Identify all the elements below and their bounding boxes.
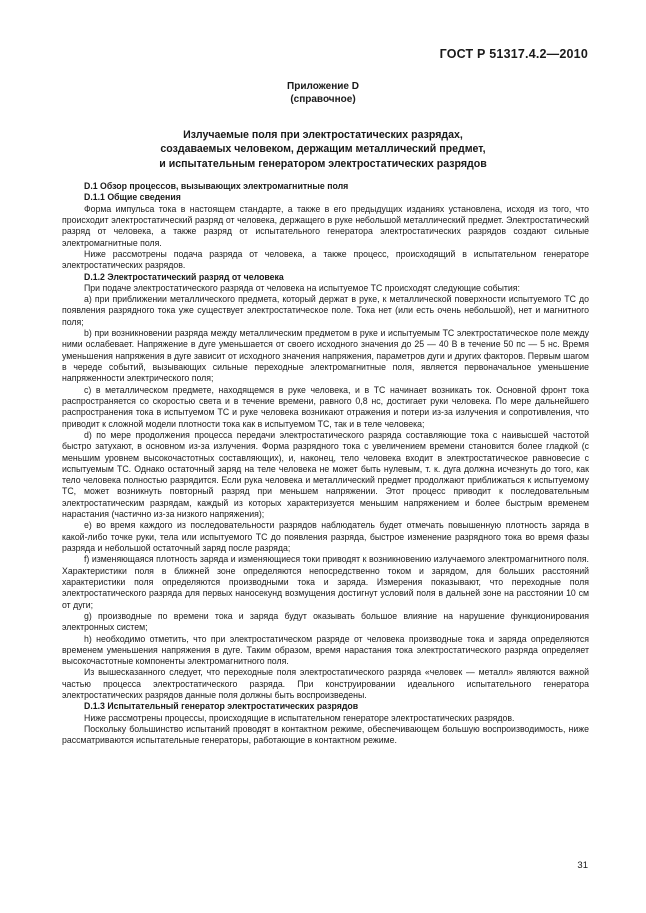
paragraph: e) во время каждого из последовательности разрядов наблюдатель будет отмечать повышенную плотность заряда в какой-либо точке руки, тела или испытуемого ТС до появления разряда, быстрое изменение разрядного тока во время фазы разряда и небольшой остаточный заряд после разряда; [62, 520, 589, 553]
paragraph: Форма импульса тока в настоящем стандарте, а также в его предыдущих изданиях установлена, исходя из того, что происходит электростатический разряд от человека, держащего в руке небольшой металлический предмет. Электростатический разряд от человека, а также разряд от испытательного генератора электростатических разрядов создают сильные электромагнитные поля. [62, 203, 589, 248]
body-text [62, 181, 589, 747]
paragraph: f) изменяющаяся плотность заряда и изменяющиеся токи приводят к возникновению излучаемого электромагнитного поля. Характеристики поля в ближней зоне определяются непосредственно током и зарядом, для больших расстояний характеристики поля определяются производными тока и заряда. Измерения показывают, что переходные поля электростатического разряда для первых наносекунд возмущения достигнут условий поля в дальней зоне на расстоянии 10 см от дуги; [62, 554, 589, 610]
paragraph: Из вышесказанного следует, что переходные поля электростатического разряда «человек — металл» являются важной частью процесса электростатического разряда. При конструировании идеального испытательного генератора электростатических разрядов данные поля должны быть воспроизведены. [62, 667, 589, 701]
subsection-heading: D.1 Обзор процессов, вызывающих электромагнитные поля [84, 181, 349, 191]
appendix-title: Приложение D [287, 81, 359, 92]
appendix-heading [0, 80, 646, 106]
paragraph: Поскольку большинство испытаний проводят в контактном режиме, обеспечивающем большую воспроизводимость, ниже рассматриваются испытательные генераторы, работающие в контактном режиме. [62, 724, 589, 746]
page-number: 31 [577, 860, 588, 871]
standard-number: ГОСТ Р 51317.4.2—2010 [439, 47, 588, 61]
paragraph: h) необходимо отметить, что при электростатическом разряде от человека производные тока и заряда определяются временем уменьшения напряжения в дуге. Таким образом, время нарастания тока электростатического разряда определяет высокочастотные компоненты электромагнитного поля. [62, 633, 589, 667]
paragraph: При подаче электростатического разряда от человека на испытуемое ТС происходят следующие события: [84, 282, 520, 293]
paragraph: g) производные по времени тока и заряда будут оказывать большое влияние на нарушение функционирования электронных систем; [62, 610, 589, 633]
subsection-heading: D.1.3 Испытательный генератор электростатических разрядов [84, 701, 359, 712]
paragraph: b) при возникновении разряда между металлическим предметом в руке и испытуемым ТС электростатическое поле между ними ослабевает. Напряжение в дуге уменьшается от своего исходного значения до 25 — 40 В в течение 50 пс — 5 нс. Время уменьшения напряжения в дуге зависит от исходного значения напряжения, параметров дуги и других факторов. Первым шагом в череде событий, вызывающих сильные переходные электромагнитные поля, является первоначальное уменьшение напряженности электрического поля; [62, 328, 589, 384]
section-title [0, 128, 646, 171]
title-line: и испытательным генератором электростатических разрядов [159, 157, 487, 170]
paragraph: Ниже рассмотрены процессы, происходящие в испытательном генераторе электростатических разрядов. [84, 712, 515, 723]
subsection-heading: D.1.2 Электростатический разряд от человека [84, 271, 284, 282]
title-line: создаваемых человеком, держащим металлический предмет, [160, 143, 486, 156]
paragraph: Ниже рассмотрены подача разряда от человека, а также процесс, происходящий в испытательном генераторе электростатических разрядов. [62, 248, 589, 271]
subsection-heading: D.1.1 Общие сведения [84, 192, 181, 203]
paragraph: a) при приближении металлического предмета, который держат в руке, к металлической поверхности испытуемого ТС до появления разрядного тока уже существует электростатическое поле. Тока нет (или есть очень небольшой), нет и магнитного поля; [62, 294, 589, 327]
paragraph: d) по мере продолжения процесса передачи электростатического разряда составляющие тока с наивысшей частотой быстро затухают, в основном из-за излучения. Форма разрядного тока с увеличением времени становится более гладкой (с меньшим уровнем высокочастотных составляющих), и, наконец, тело человека входит в электростатическое равновесие с испытуемым ТС. Однако остаточный заряд на теле человека не может быть нулевым, т. к. дуга должна исчезнуть до того, как тело человека полностью разрядится. Если рука человека и металлический предмет продолжают приближаться к испытуемому ТС, может возникнуть повторный разряд при меньшем напряжении. Этот процесс приводит к последовательным электростатическим разрядам, каждый из которых характеризуется меньшим напряжением и более быстрым временем нарастания (частично из-за низкого напряжения); [62, 429, 589, 520]
paragraph: c) в металлическом предмете, находящемся в руке человека, и в ТС начинает возникать ток. Основной фронт тока распространяется со скоростью света и в течение времени, равного 0,8 нс, достигает руки человека. По мере дальнейшего распространения тока в испытуемом ТС и руке человека возникают отражения и потери из-за излучения и сопротивления, что приводит к сложной модели плотности тока как в испытуемом ТС, так и в теле человека; [62, 384, 589, 429]
appendix-subtitle: (справочное) [290, 94, 356, 105]
title-line: Излучаемые поля при электростатических разрядах, [183, 129, 463, 141]
